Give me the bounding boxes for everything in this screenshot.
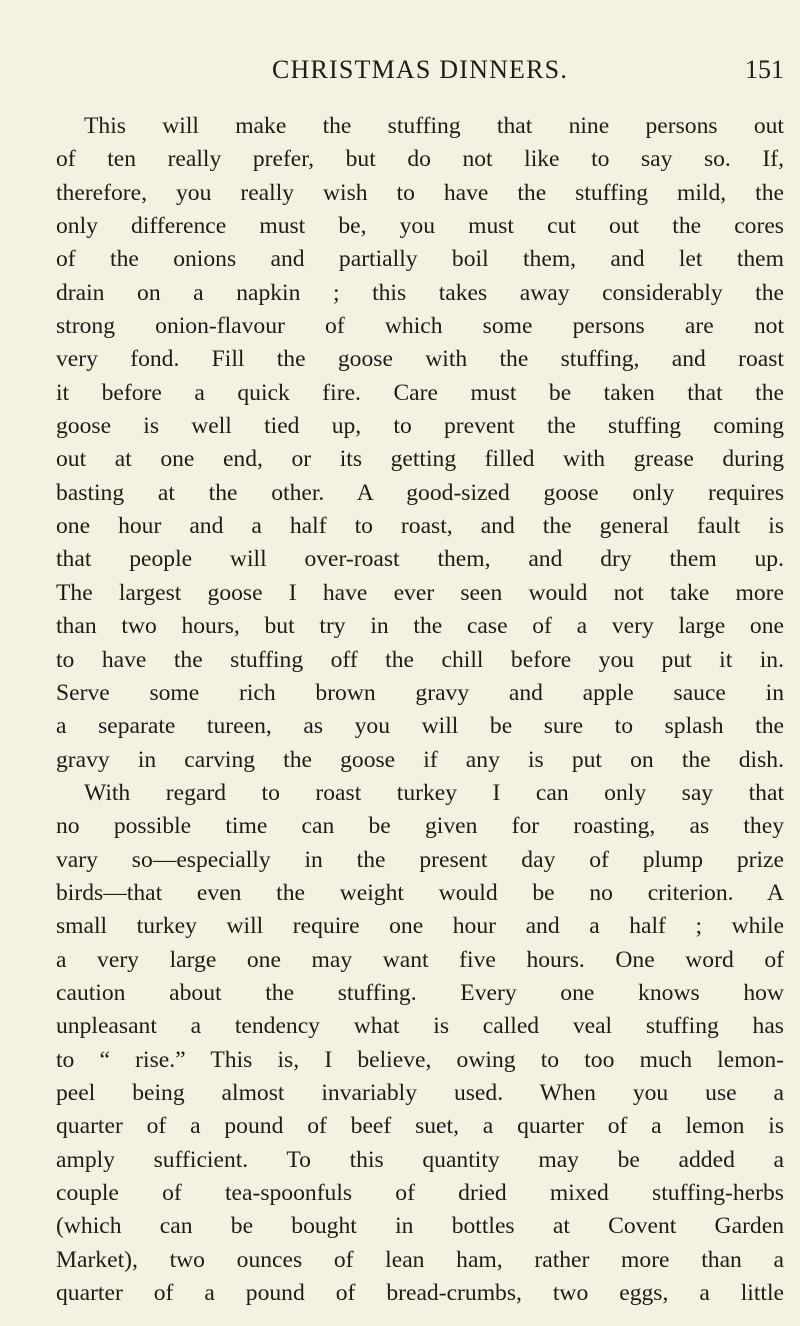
- text-line: of the onions and partially boil them, and let them: [56, 246, 784, 273]
- text-line: a separate tureen, as you will be sure to splash the: [56, 713, 784, 740]
- text-line: drain on a napkin ; this takes away considerably the: [56, 279, 784, 306]
- text-line: couple of tea-spoonfuls of dried mixed stuffing-herbs: [56, 1180, 784, 1206]
- text-line: very fond. Fill the goose with the stuffing, and roast: [56, 346, 784, 373]
- text-line: of ten really prefer, but do not like to say so. If,: [56, 146, 784, 173]
- text-line: gravy in carving the goose if any is put on the dish.: [56, 746, 784, 773]
- text-line: Serve some rich brown gravy and apple sauce in: [56, 679, 784, 706]
- text-line: one hour and a half to roast, and the general fault is: [56, 513, 784, 540]
- text-line: quarter of a pound of bread-crumbs, two eggs, a little: [56, 1280, 784, 1307]
- text-line: birds—that even the weight would be no criterion. A: [56, 879, 784, 906]
- text-line: With regard to roast turkey I can only say that: [84, 779, 784, 806]
- text-line: therefore, you really wish to have the stuffing mild, the: [56, 179, 784, 206]
- text-line: small turkey will require one hour and a half ; while: [56, 913, 784, 940]
- text-line: (which can be bought in bottles at Covent Garden: [56, 1213, 784, 1240]
- text-line: strong onion-flavour of which some persons are not: [56, 313, 784, 340]
- text-line: quarter of a pound of beef suet, a quarter of a lemon is: [56, 1113, 784, 1140]
- text-line: to have the stuffing off the chill before you put it in.: [56, 646, 784, 673]
- running-head: [56, 55, 784, 95]
- page-number: 151: [745, 55, 784, 84]
- body-text: [56, 110, 784, 1310]
- text-line: only difference must be, you must cut out the cores: [56, 213, 784, 240]
- running-title: CHRISTMAS DINNERS.: [271, 55, 569, 84]
- text-line: than two hours, but try in the case of a very large one: [56, 613, 784, 640]
- text-line: This will make the stuffing that nine persons out: [84, 113, 784, 139]
- text-line: amply sufficient. To this quantity may be added a: [56, 1146, 784, 1173]
- text-line: a very large one may want five hours. One word of: [56, 946, 784, 973]
- text-line: vary so—especially in the present day of plump prize: [56, 846, 784, 873]
- text-line: no possible time can be given for roasting, as they: [56, 813, 784, 840]
- book-page: [56, 55, 784, 1310]
- text-line: it before a quick fire. Care must be taken that the: [56, 379, 784, 406]
- text-line: The largest goose I have ever seen would not take more: [56, 579, 784, 606]
- text-line: basting at the other. A good-sized goose only requires: [56, 479, 784, 506]
- text-line: out at one end, or its getting filled with grease during: [56, 446, 784, 473]
- text-line: Market), two ounces of lean ham, rather more than a: [56, 1246, 784, 1273]
- text-line: caution about the stuffing. Every one knows how: [56, 979, 784, 1006]
- text-line: unpleasant a tendency what is called veal stuffing has: [56, 1013, 784, 1040]
- text-line: to “ rise.” This is, I believe, owing to too much lemon-: [56, 1046, 784, 1073]
- text-line: peel being almost invariably used. When you use a: [56, 1079, 784, 1106]
- text-line: goose is well tied up, to prevent the stuffing coming: [56, 413, 784, 440]
- text-line: that people will over-roast them, and dry them up.: [56, 546, 784, 573]
